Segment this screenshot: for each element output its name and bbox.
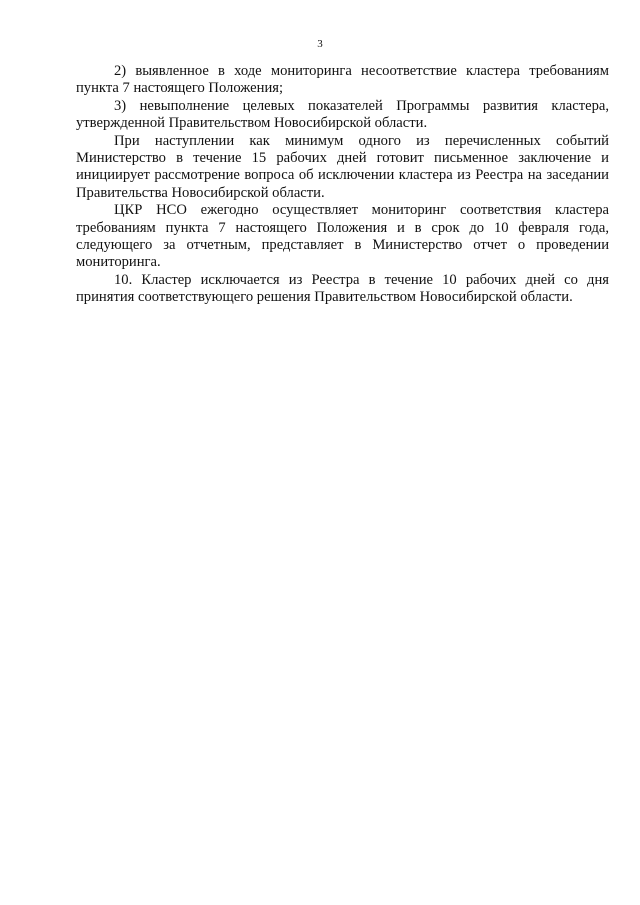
paragraph-item-2: 2) выявленное в ходе мониторинга несоответствие кластера требованиям пункта 7 настоящего Положения; [76,63,609,97]
paragraph-item-3: 3) невыполнение целевых показателей Программы развития кластера, утвержденной Правительством Новосибирской области. [76,97,609,132]
page-number: 3 [317,38,323,50]
paragraph-exclusion-procedure: При наступлении как минимум одного из перечисленных событий Министерство в течение 15 рабочих дней готовит письменное заключение и инициирует рассмотрение вопроса об исключении кластера из Реестра на заседании Правительства Новосибирской области. [76,132,609,201]
paragraph-clause-10: 10. Кластер исключается из Реестра в течение 10 рабочих дней со дня принятия соответствующего решения Правительством Новосибирской области. [76,271,609,306]
document-body [76,63,609,307]
paragraph-monitoring: ЦКР НСО ежегодно осуществляет мониторинг соответствия кластера требованиям пункта 7 настоящего Положения и в срок до 10 февраля года, следующего за отчетным, представляет в Министерство отчет о проведении мониторинга. [76,202,609,271]
